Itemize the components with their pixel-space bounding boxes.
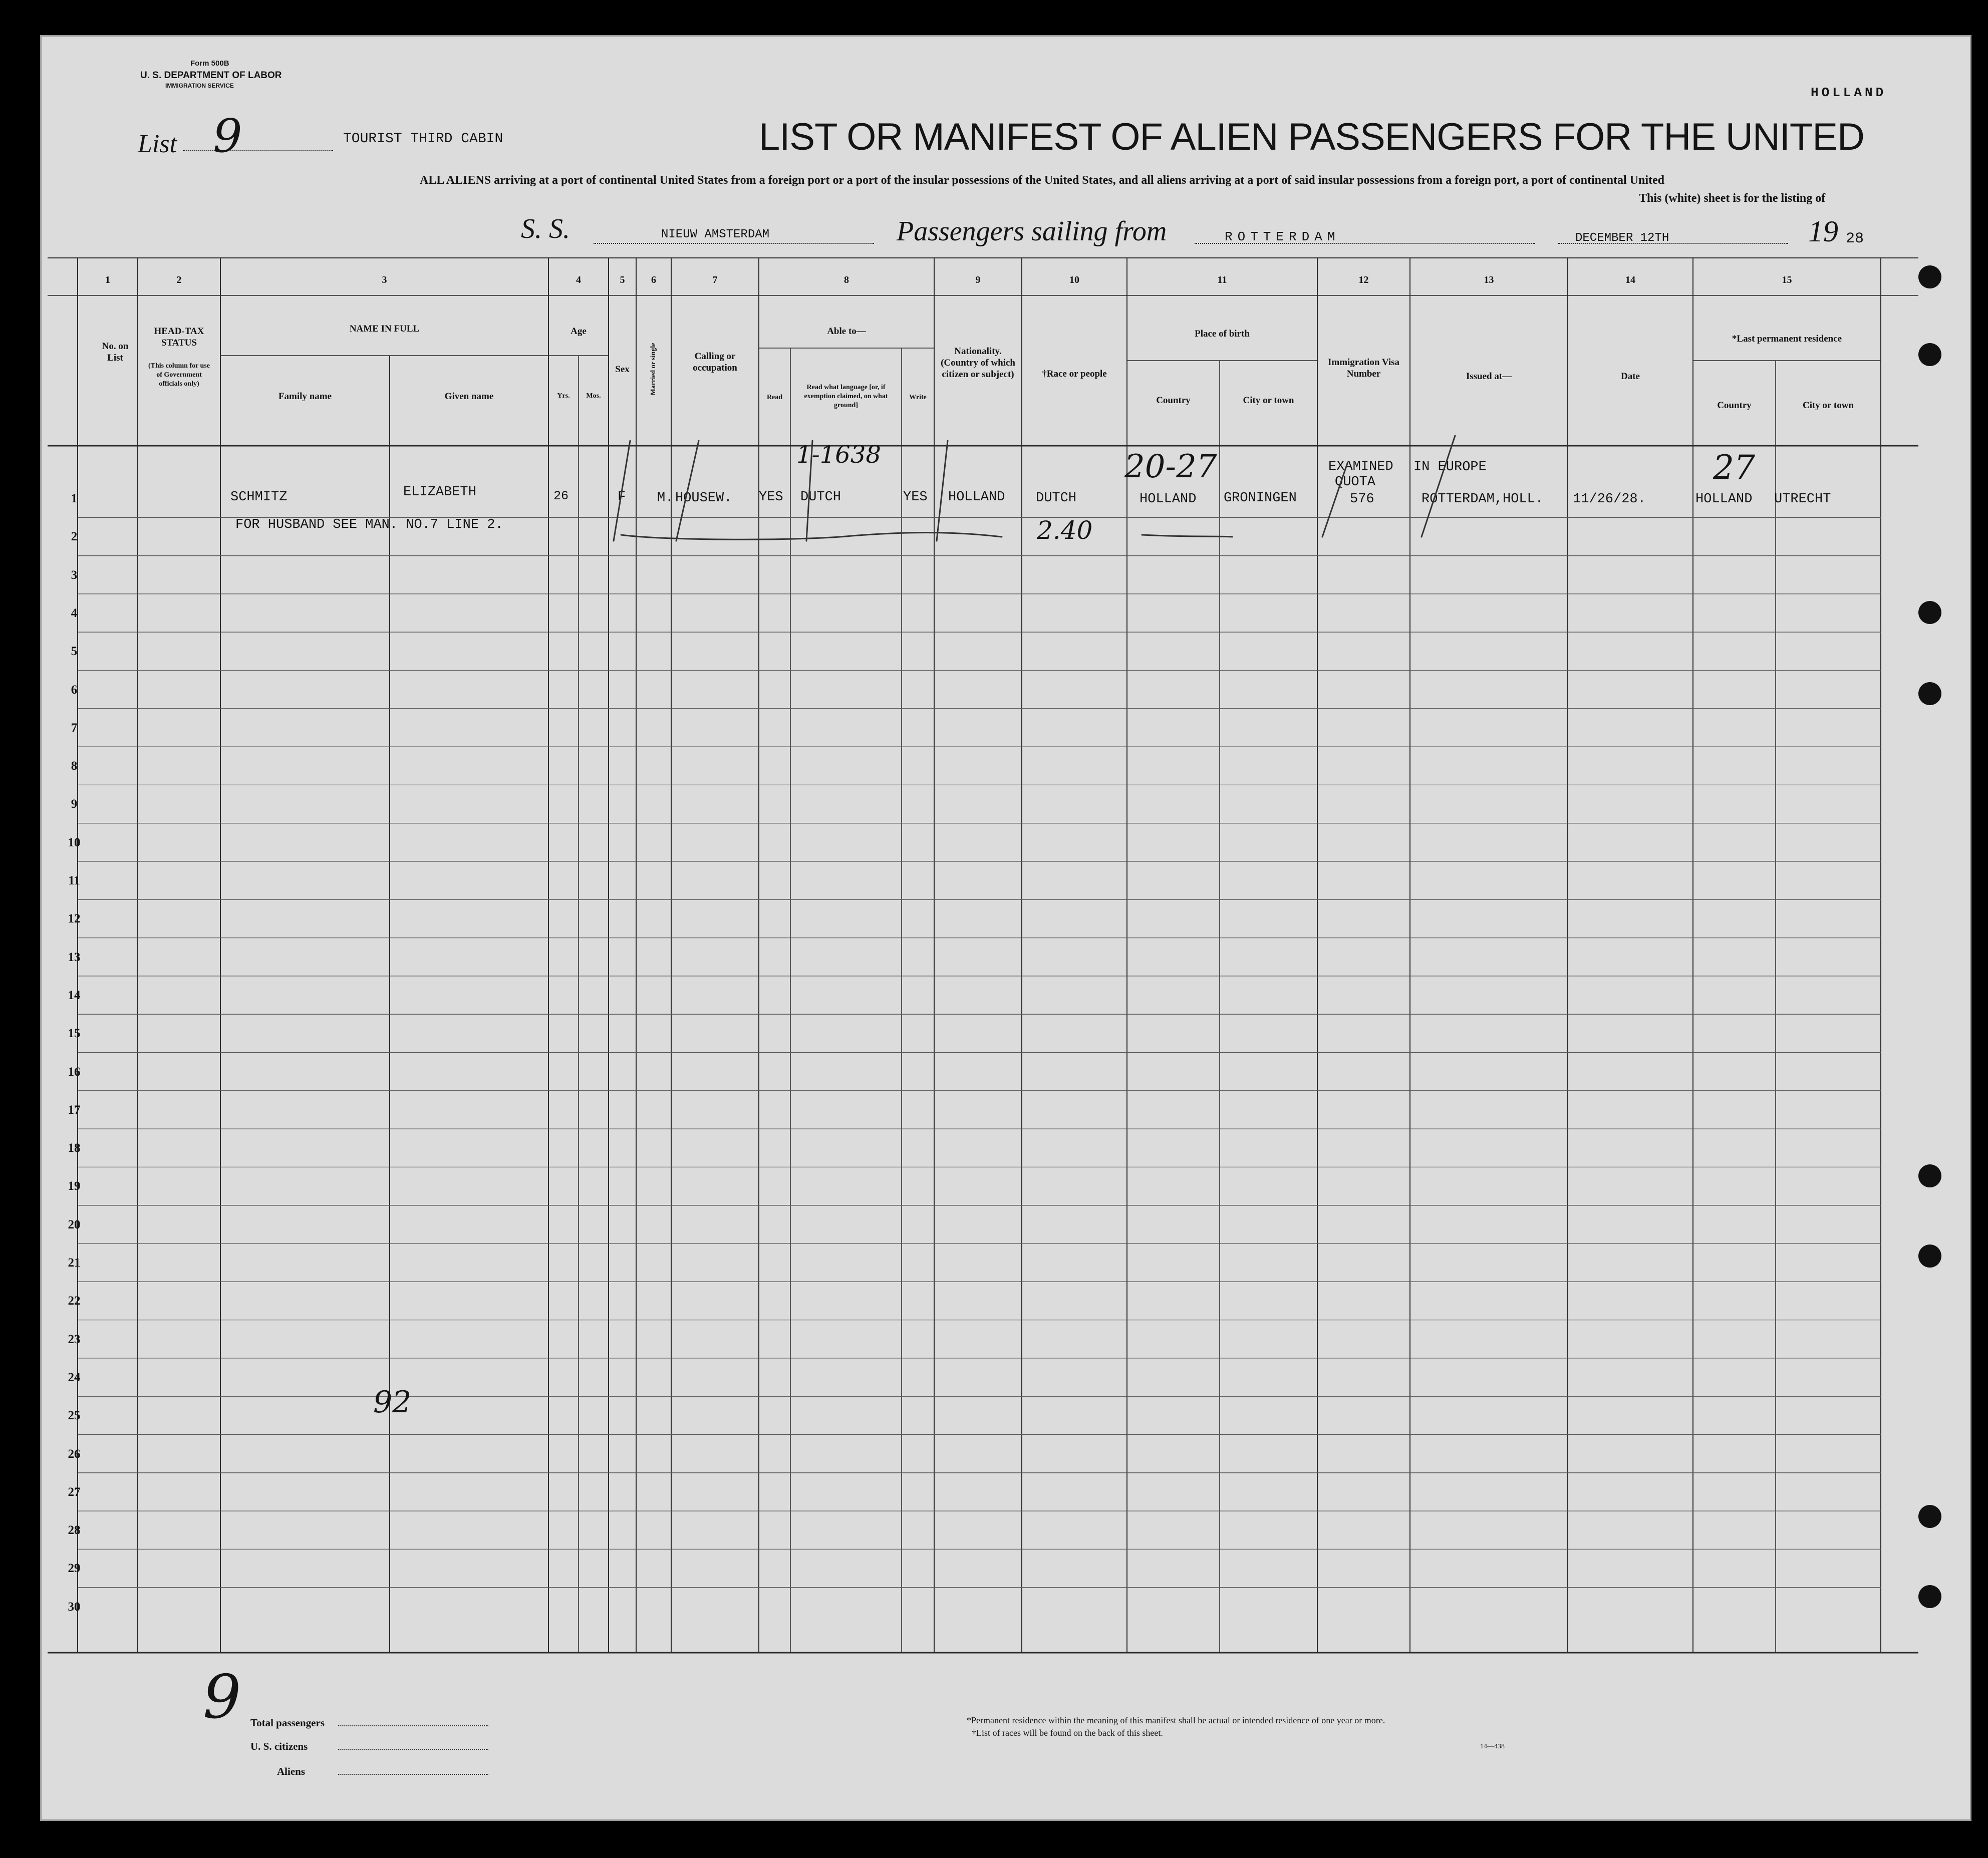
- footer-note-residence: *Permanent residence within the meaning of this manifest shall be actual or intended residence of one year or more.: [967, 1715, 1385, 1725]
- footer-total-passengers: Total passengers: [250, 1717, 325, 1729]
- row-number: 12: [68, 912, 81, 926]
- header-age-mos: Mos.: [586, 392, 601, 400]
- row-number: 1: [71, 492, 78, 505]
- check-mark-nationality: [937, 441, 948, 541]
- header-name-in-full: NAME IN FULL: [349, 324, 420, 334]
- entry-birth-city: GRONINGEN: [1224, 491, 1297, 506]
- ship-label: S. S.: [521, 213, 570, 244]
- colnum-8: 8: [844, 274, 849, 285]
- colnum-6: 6: [651, 274, 656, 285]
- colnum-10: 10: [1069, 274, 1079, 285]
- entry-nationality: HOLLAND: [948, 490, 1005, 505]
- row-number: 10: [68, 835, 81, 849]
- header-family-name: Family name: [278, 391, 332, 402]
- instructions-line2: This (white) sheet is for the listing of: [1639, 192, 1826, 205]
- header-able-to: Able to—: [827, 326, 866, 337]
- row-number: 3: [71, 568, 78, 582]
- row-number: 2: [71, 530, 78, 544]
- page-title: LIST OR MANIFEST OF ALIEN PASSENGERS FOR THE UNITED: [759, 116, 1864, 158]
- race-annotation-stroke: [1142, 535, 1232, 537]
- header-race: †Race or people: [1042, 369, 1107, 379]
- header-sex: Sex: [615, 364, 630, 375]
- entry-issued-line1: IN EUROPE: [1413, 460, 1487, 475]
- form-number: Form 500B: [190, 59, 229, 68]
- entry-date: 11/26/28.: [1573, 492, 1646, 507]
- aliens-line: [338, 1774, 488, 1775]
- header-res-country: Country: [1717, 400, 1752, 411]
- header-read-language: Read what language [or, if exemption claimed, on what ground]: [804, 384, 888, 409]
- row-number: 5: [71, 645, 78, 659]
- row-number: 16: [68, 1065, 81, 1079]
- header-place-of-birth: Place of birth: [1195, 329, 1250, 339]
- handwritten-total-mark: 9: [203, 1663, 241, 1732]
- row-number: 9: [71, 797, 78, 811]
- row-number: 23: [68, 1332, 81, 1346]
- year-suffix: 28: [1846, 230, 1864, 247]
- check-mark-sex: [614, 441, 630, 541]
- colnum-14: 14: [1625, 274, 1635, 285]
- colnum-5: 5: [620, 274, 625, 285]
- header-last-residence: *Last permanent residence: [1732, 334, 1842, 344]
- entry-marital: M.: [657, 491, 674, 506]
- row-number: 28: [68, 1523, 81, 1537]
- colnum-2: 2: [176, 274, 182, 285]
- entry-residence-country: HOLLAND: [1695, 492, 1753, 507]
- colnum-11: 11: [1217, 274, 1227, 285]
- handwritten-race-annotation: 2.40: [1037, 516, 1093, 545]
- entry-sex: F: [618, 490, 626, 505]
- row-number: 30: [68, 1600, 81, 1614]
- footer-aliens: Aliens: [277, 1765, 306, 1777]
- colnum-12: 12: [1358, 274, 1369, 285]
- colnum-3: 3: [382, 274, 387, 285]
- row-number: 8: [71, 759, 78, 773]
- footer-us-citizens: U. S. citizens: [250, 1740, 308, 1752]
- header-read: Read: [766, 394, 783, 401]
- header-head-tax: HEAD-TAX STATUS: [154, 326, 204, 348]
- colnum-9: 9: [975, 274, 981, 285]
- entry-residence-city: UTRECHT: [1774, 492, 1831, 507]
- header-res-city: City or town: [1802, 400, 1854, 411]
- header-given-name: Given name: [444, 391, 494, 402]
- departure-date: DECEMBER 12TH: [1575, 231, 1669, 245]
- colnum-7: 7: [712, 274, 718, 285]
- row-number: 24: [68, 1370, 81, 1384]
- header-calling: Calling or occupation: [693, 351, 737, 373]
- handwritten-page-number: 92: [373, 1385, 412, 1420]
- row-number: 4: [71, 606, 78, 620]
- colnum-4: 4: [576, 274, 581, 285]
- header-nationality: Nationality. (Country of which citizen or subject): [941, 346, 1015, 380]
- header-date: Date: [1621, 371, 1640, 382]
- header-head-tax-note: (This column for use of Government officials only): [148, 362, 210, 388]
- entry-read: YES: [759, 490, 783, 505]
- row-number: 17: [68, 1103, 81, 1117]
- row-number: 21: [68, 1256, 81, 1270]
- entry-occupation: HOUSEW.: [675, 491, 732, 506]
- check-mark-visa: [1322, 463, 1347, 537]
- us-citizens-line: [338, 1749, 488, 1750]
- binder-hole: [1918, 601, 1941, 624]
- row-number: 18: [68, 1141, 81, 1155]
- row-number: 29: [68, 1562, 81, 1576]
- row-number: 22: [68, 1294, 81, 1308]
- service-label: IMMIGRATION SERVICE: [165, 82, 234, 89]
- entry-family-name: SCHMITZ: [230, 490, 288, 505]
- handwritten-birth-annotation: 20-27: [1124, 448, 1217, 485]
- header-no-on-list: No. on List: [102, 341, 129, 363]
- department-label: U. S. DEPARTMENT OF LABOR: [140, 70, 282, 81]
- handwritten-read-annotation: 1-1638: [796, 441, 881, 469]
- check-mark-marital: [676, 441, 699, 541]
- entry-age-yrs: 26: [553, 489, 569, 503]
- list-number: 9: [213, 109, 242, 163]
- row-number: 20: [68, 1217, 81, 1231]
- row-number: 11: [68, 874, 80, 887]
- header-issued-at: Issued at—: [1466, 371, 1512, 382]
- entry-write: YES: [903, 490, 928, 505]
- row-number: 15: [68, 1027, 81, 1041]
- header-write: Write: [909, 394, 927, 401]
- header-pob-city: City or town: [1243, 395, 1294, 406]
- list-label: List: [138, 130, 177, 158]
- instructions-line1: ALL ALIENS arriving at a port of continental United States from a foreign port or a port of the insular possessions of the United States, and all aliens arriving at a port of said insular possessions from a foreign port, a port of continental United: [420, 174, 1664, 187]
- row-number: 25: [68, 1409, 81, 1423]
- header-age-yrs: Yrs.: [557, 392, 570, 400]
- total-passengers-line: [338, 1725, 488, 1726]
- colnum-1: 1: [105, 274, 110, 285]
- handwritten-residence-annotation: 27: [1713, 448, 1755, 487]
- row-number: 19: [68, 1179, 81, 1193]
- binder-hole: [1918, 682, 1941, 705]
- entry-line2-note: FOR HUSBAND SEE MAN. NO.7 LINE 2.: [235, 517, 503, 532]
- row-number: 27: [68, 1485, 81, 1499]
- entry-birth-country: HOLLAND: [1140, 492, 1197, 507]
- sailing-label: Passengers sailing from: [897, 216, 1167, 247]
- country-corner-stamp: HOLLAND: [1811, 85, 1887, 100]
- colnum-13: 13: [1484, 274, 1494, 285]
- row-number: 7: [71, 721, 78, 735]
- header-visa-number: Immigration Visa Number: [1327, 357, 1400, 379]
- entry-visa-number: 576: [1350, 492, 1374, 507]
- row-number: 14: [68, 988, 81, 1002]
- binder-hole: [1918, 343, 1941, 366]
- colnum-15: 15: [1782, 274, 1792, 285]
- check-mark-issued: [1422, 436, 1455, 537]
- footer-form-code: 14—438: [1480, 1743, 1505, 1750]
- binder-hole: [1918, 1505, 1941, 1528]
- row-number: 26: [68, 1447, 81, 1461]
- header-married: Married or single: [650, 343, 657, 396]
- entry-visa-line2: QUOTA: [1335, 475, 1376, 490]
- check-mark-read: [806, 441, 812, 541]
- header-age: Age: [571, 326, 587, 337]
- footer-note-races: †List of races will be found on the back of this sheet.: [972, 1728, 1163, 1738]
- binder-hole: [1918, 1585, 1941, 1608]
- year-prefix: 19: [1808, 215, 1838, 248]
- cabin-class: TOURIST THIRD CABIN: [343, 131, 503, 147]
- ship-name: NIEUW AMSTERDAM: [661, 228, 770, 241]
- entry-issued-at: ROTTERDAM,HOLL.: [1422, 492, 1544, 507]
- binder-hole: [1918, 1245, 1941, 1268]
- row-number: 6: [71, 683, 78, 697]
- entry-visa-line1: EXAMINED: [1328, 459, 1393, 474]
- entry-race: DUTCH: [1036, 491, 1077, 506]
- departure-port: ROTTERDAM: [1225, 229, 1340, 244]
- entry-given-name: ELIZABETH: [403, 485, 476, 500]
- row-number: 13: [68, 950, 81, 964]
- header-pob-country: Country: [1156, 395, 1191, 406]
- binder-hole: [1918, 265, 1941, 288]
- entry-read-language: DUTCH: [800, 490, 841, 505]
- binder-hole: [1918, 1164, 1941, 1187]
